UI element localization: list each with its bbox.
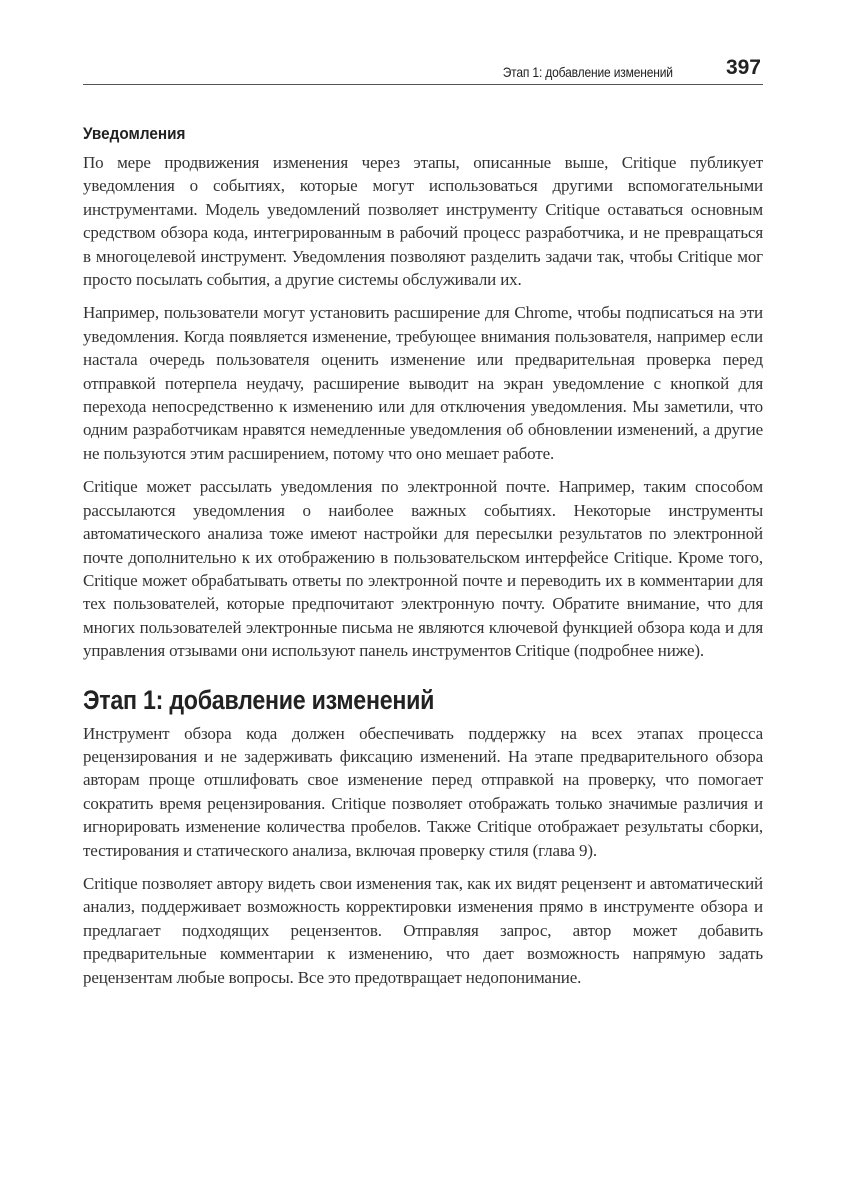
paragraph: Инструмент обзора кода должен обеспечивать поддержку на всех этапах процесса рецензирования и не задерживать фиксацию изменений. На этапе предварительного обзора авторам проще отшлифовать свое изменение перед отправкой на проверку, что помогает сократить время рецензирования. Critique позволяет отображать только значимые различия и игнорировать изменение количества пробелов. Также Critique отображает результаты сборки, тестирования и статического анализа, включая проверку стиля (глава 9). [83, 723, 763, 860]
paragraph: Critique может рассылать уведомления по электронной почте. Например, таким способом рассылаются уведомления о наиболее важных событиях. Некоторые инструменты автоматического анализа тоже имеют настройки для пересылки результатов по электронной почте дополнительно к их отображению в пользовательском интерфейсе Critique. Кроме того, Critique может обрабатывать ответы по электронной почте и переводить их в комментарии для тех пользователей, которые предпочитают электронную почту. Обратите внимание, что для многих пользователей электронные письма не являются ключевой функцией обзора кода и для управления отзывами они используют панель инструментов Critique (подробнее ниже). [83, 477, 763, 661]
page-content [83, 124, 763, 999]
page-number: 397 [725, 56, 761, 79]
running-head-title: Этап 1: добавление изменений [502, 64, 673, 80]
paragraph: Например, пользователи могут установить расширение для Chrome, чтобы подписаться на эти уведомления. Когда появляется изменение, требующее внимания пользователя, например если настала очередь пользователя оценить изменение или предварительная проверка перед отправкой потерпела неудачу, расширение выводит на экран уведомление с кнопкой для перехода непосредственно к изменению или для отключения уведомления. Мы заметили, что одним разработчикам нравятся немедленные уведомления об обновлении изменений, а другие не пользуются этим расширением, потому что оно мешает работе. [83, 303, 763, 463]
section-heading-notifications: Уведомления [83, 124, 186, 143]
running-head [83, 56, 763, 85]
paragraph: По мере продвижения изменения через этапы, описанные выше, Critique публикует уведомления о событиях, которые могут использоваться другими вспомогательными инструментами. Модель уведомлений позволяет инструменту Critique оставаться основным средством обзора кода, интегрированным в рабочий процесс разработчика, и не превращаться в многоцелевой инструмент. Уведомления позволяют разделить задачи так, чтобы Critique мог просто посылать события, а другие системы обслуживали их. [83, 153, 763, 290]
paragraph: Critique позволяет автору видеть свои изменения так, как их видят рецензент и автоматический анализ, поддерживает возможность корректировки изменения прямо в инструменте обзора и предлагает подходящих рецензентов. Отправляя запрос, автор может добавить предварительные комментарии к изменению, что дает возможность напрямую задать рецензентам любые вопросы. Все это предотвращает недопонимание. [83, 873, 763, 987]
section-heading-stage-1: Этап 1: добавление изменений [83, 684, 435, 715]
